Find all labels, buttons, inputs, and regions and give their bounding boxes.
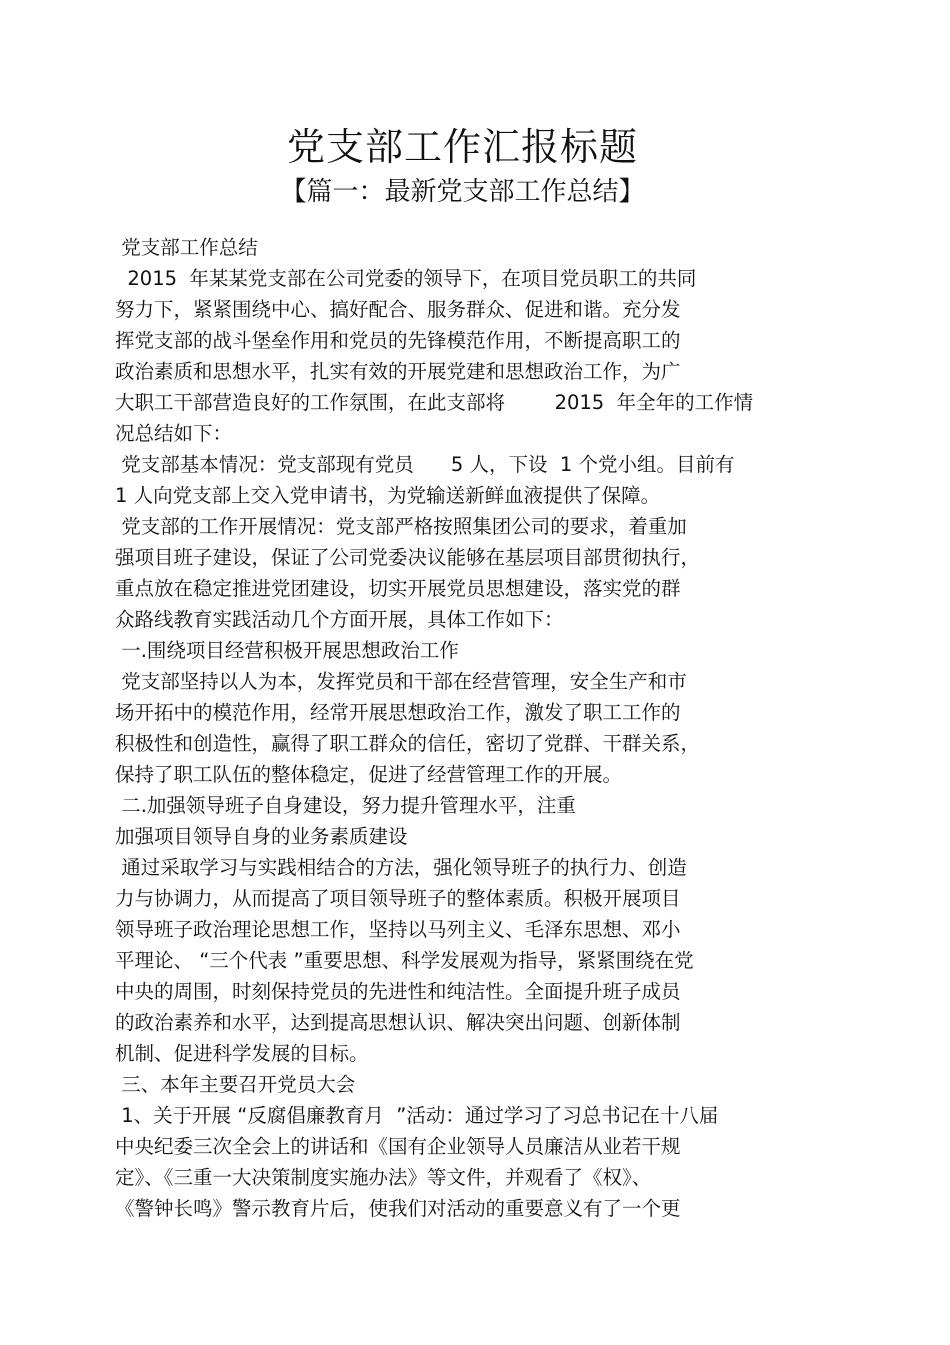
text-line: 平理论、 “三个代表 ”重要思想、科学发展观为指导，紧紧围绕在党 [115,949,694,972]
text-line: 场开拓中的模范作用，经常开展思想政治工作，激发了职工工作的 [115,701,681,724]
text-line: 挥党支部的战斗堡垒作用和党员的先锋模范作用，不断提高职工的 [115,329,681,352]
text-line: 大职工干部营造良好的工作氛围，在此支部将 2015 年全年的工作情 [115,391,754,414]
text-line: 中央的周围，时刻保持党员的先进性和纯洁性。全面提升班子成员 [115,980,681,1003]
text-line: 党支部基本情况：党支部现有党员 5 人，下设 1 个党小组。目前有 [115,453,735,476]
text-line: 强项目班子建设，保证了公司党委决议能够在基层项目部贯彻执行， [115,546,701,569]
text-line: 保持了职工队伍的整体稳定，促进了经营管理工作的开展。 [115,763,623,786]
text-line: 《警钟长鸣》警示教育片后，使我们对活动的重要意义有了一个更 [115,1197,681,1220]
text-line: 党支部坚持以人为本，发挥党员和干部在经营管理，安全生产和市 [115,670,687,693]
section-heading: 三、本年主要召开党员大会 [115,1073,356,1096]
text-line: 机制、促进科学发展的目标。 [115,1042,369,1065]
document-body [115,232,835,1224]
section-heading: 一.围绕项目经营积极开展思想政治工作 [115,639,459,662]
text-line: 众路线教育实践活动几个方面开展，具体工作如下： [115,608,564,631]
text-line: 通过采取学习与实践相结合的方法，强化领导班子的执行力、创造 [115,856,687,879]
text-line: 领导班子政治理论思想工作，坚持以马列主义、毛泽东思想、邓小 [115,918,681,941]
text-line: 党支部工作总结 [115,236,258,259]
text-line: 况总结如下： [115,422,233,445]
text-line: 重点放在稳定推进党团建设，切实开展党员思想建设，落实党的群 [115,577,681,600]
section-heading: 加强项目领导自身的业务素质建设 [115,825,408,848]
text-line: 的政治素养和水平，达到提高思想认识、解决突出问题、创新体制 [115,1011,681,1034]
text-line: 1、关于开展 “反腐倡廉教育月 ”活动：通过学习了习总书记在十八届 [115,1104,719,1127]
document-title: 党支部工作汇报标题 [286,125,638,169]
text-line: 力与协调力，从而提高了项目领导班子的整体素质。积极开展项目 [115,887,681,910]
document-subtitle: 【篇一：最新党支部工作总结】 [280,177,645,207]
text-line: 党支部的工作开展情况：党支部严格按照集团公司的要求，着重加 [115,515,687,538]
text-line: 2015 年某某党支部在公司党委的领导下，在项目党员职工的共同 [115,267,697,290]
text-line: 积极性和创造性，赢得了职工群众的信任，密切了党群、干群关系， [115,732,701,755]
text-line: 1 人向党支部上交入党申请书，为党输送新鲜血液提供了保障。 [115,484,661,507]
text-line: 定》、《三重一大决策制度实施办法》等文件，并观看了《权》、 [115,1166,652,1189]
text-line: 政治素质和思想水平，扎实有效的开展党建和思想政治工作，为广 [115,360,681,383]
text-line: 努力下，紧紧围绕中心、搞好配合、服务群众、促进和谐。充分发 [115,298,681,321]
text-line: 中央纪委三次全会上的讲话和《国有企业领导人员廉洁从业若干规 [115,1135,681,1158]
section-heading: 二.加强领导班子自身建设，努力提升管理水平，注重 [115,794,576,817]
